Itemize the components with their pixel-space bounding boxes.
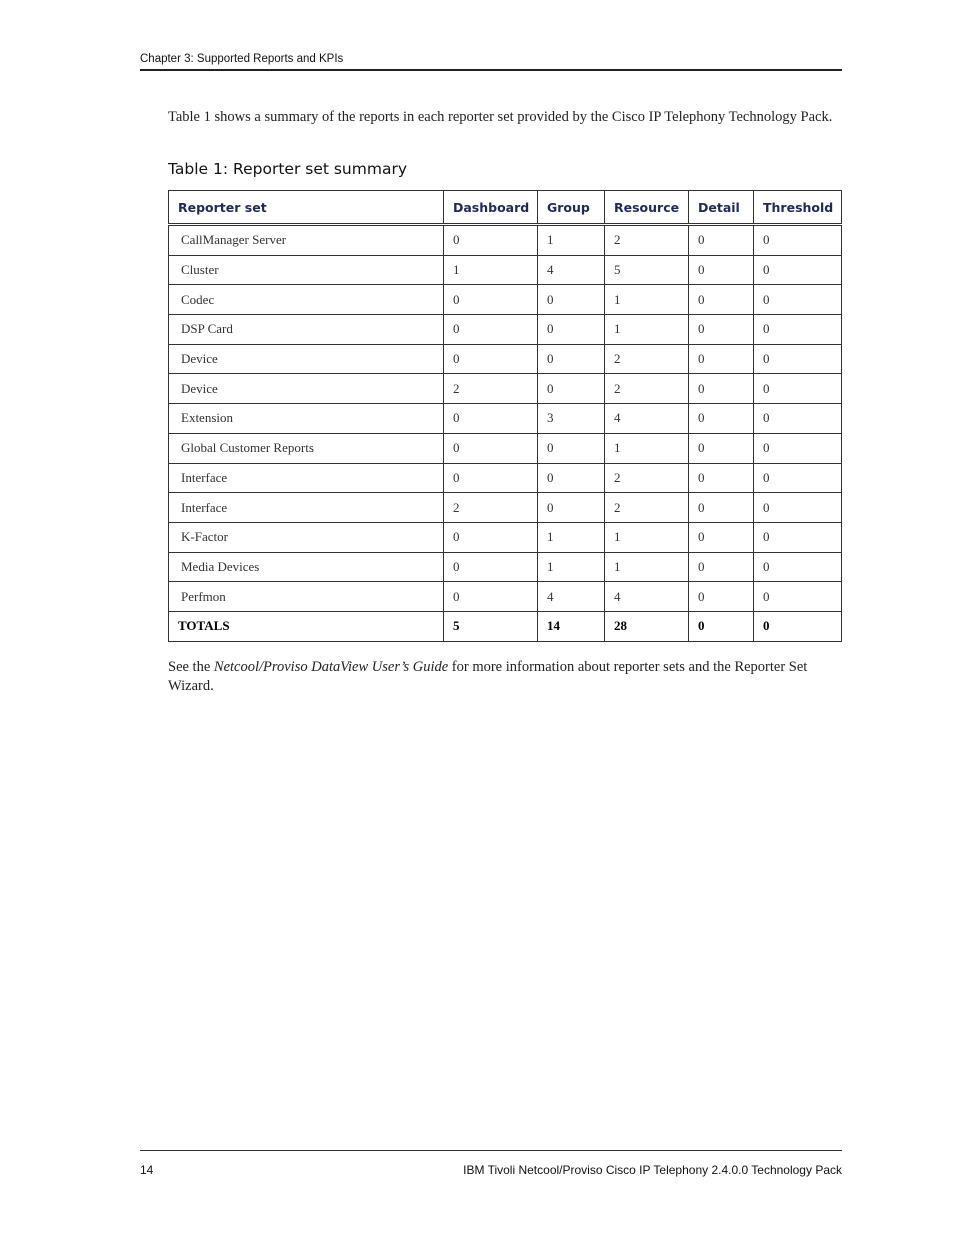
count-cell: 1 [538,522,605,552]
reporter-set-cell: CallManager Server [169,225,444,256]
table-row [169,374,842,404]
count-cell: 0 [754,552,842,582]
count-cell: 0 [444,404,538,434]
count-cell: 1 [605,315,689,345]
column-header: Group [538,191,605,225]
table-row [169,463,842,493]
count-cell: 0 [754,285,842,315]
count-cell: 0 [538,315,605,345]
count-cell: 0 [689,404,754,434]
count-cell: 0 [754,433,842,463]
total-cell: 0 [689,611,754,641]
count-cell: 1 [538,552,605,582]
count-cell: 0 [444,463,538,493]
count-cell: 0 [689,344,754,374]
count-cell: 1 [605,552,689,582]
column-header: Reporter set [169,191,444,225]
table-caption: Table 1: Reporter set summary [168,160,407,178]
reporter-set-cell: Interface [169,463,444,493]
count-cell: 4 [538,582,605,612]
total-cell: 28 [605,611,689,641]
count-cell: 0 [444,552,538,582]
closing-suffix: for more information about reporter sets and the Reporter Set Wizard. [168,659,808,694]
table-row [169,522,842,552]
reporter-set-cell: Perfmon [169,582,444,612]
count-cell: 0 [689,374,754,404]
count-cell: 0 [754,404,842,434]
count-cell: 0 [689,225,754,256]
count-cell: 0 [444,582,538,612]
table-row [169,582,842,612]
count-cell: 0 [538,463,605,493]
table-row [169,404,842,434]
table-body [169,225,842,642]
count-cell: 0 [689,552,754,582]
closing-prefix: See the [168,659,214,675]
reporter-set-cell: Extension [169,404,444,434]
count-cell: 0 [689,315,754,345]
count-cell: 0 [538,344,605,374]
count-cell: 2 [444,374,538,404]
total-cell: 0 [754,611,842,641]
total-cell: 14 [538,611,605,641]
count-cell: 0 [689,582,754,612]
count-cell: 0 [444,285,538,315]
count-cell: 0 [444,344,538,374]
count-cell: 2 [444,493,538,523]
count-cell: 0 [754,225,842,256]
count-cell: 0 [444,433,538,463]
count-cell: 0 [754,374,842,404]
count-cell: 0 [689,463,754,493]
column-header: Resource [605,191,689,225]
count-cell: 4 [538,255,605,285]
count-cell: 0 [689,433,754,463]
count-cell: 0 [689,285,754,315]
reporter-set-cell: K-Factor [169,522,444,552]
count-cell: 5 [605,255,689,285]
closing-paragraph [168,658,840,696]
reporter-set-cell: DSP Card [169,315,444,345]
reporter-set-cell: Device [169,374,444,404]
total-cell: 5 [444,611,538,641]
count-cell: 2 [605,225,689,256]
footer-rule [140,1150,842,1151]
column-header: Threshold [754,191,842,225]
header-rule [140,69,842,71]
count-cell: 0 [689,522,754,552]
count-cell: 0 [754,315,842,345]
running-header: Chapter 3: Supported Reports and KPIs [140,53,344,65]
count-cell: 2 [605,493,689,523]
reporter-set-table [168,190,842,642]
count-cell: 0 [689,255,754,285]
column-header: Detail [689,191,754,225]
count-cell: 0 [538,493,605,523]
table-row [169,433,842,463]
count-cell: 0 [754,463,842,493]
totals-row [169,611,842,641]
count-cell: 0 [444,315,538,345]
column-header: Dashboard [444,191,538,225]
table-row [169,493,842,523]
count-cell: 4 [605,404,689,434]
count-cell: 0 [444,522,538,552]
reporter-set-cell: Interface [169,493,444,523]
count-cell: 0 [754,582,842,612]
reporter-set-cell: Codec [169,285,444,315]
count-cell: 0 [538,374,605,404]
count-cell: 1 [605,285,689,315]
count-cell: 3 [538,404,605,434]
page-number: 14 [140,1163,154,1177]
count-cell: 0 [538,433,605,463]
reporter-set-cell: Global Customer Reports [169,433,444,463]
table-header-row [169,191,842,225]
count-cell: 2 [605,344,689,374]
table-row [169,315,842,345]
table-row [169,552,842,582]
count-cell: 2 [605,374,689,404]
count-cell: 0 [444,225,538,256]
count-cell: 0 [538,285,605,315]
totals-label: TOTALS [169,611,444,641]
count-cell: 0 [754,344,842,374]
count-cell: 2 [605,463,689,493]
reporter-set-cell: Media Devices [169,552,444,582]
count-cell: 4 [605,582,689,612]
count-cell: 0 [754,255,842,285]
table-row [169,344,842,374]
intro-paragraph: Table 1 shows a summary of the reports in each reporter set provided by the Cisco IP Telephony Technology Pack. [168,109,833,125]
footer-doc-title: IBM Tivoli Netcool/Proviso Cisco IP Telephony 2.4.0.0 Technology Pack [463,1163,842,1177]
count-cell: 0 [754,493,842,523]
reporter-set-cell: Cluster [169,255,444,285]
count-cell: 0 [754,522,842,552]
reporter-set-cell: Device [169,344,444,374]
count-cell: 1 [538,225,605,256]
guide-title: Netcool/Proviso DataView User’s Guide [213,659,449,675]
count-cell: 0 [689,493,754,523]
table-row [169,255,842,285]
table-row [169,285,842,315]
count-cell: 1 [605,433,689,463]
table-row [169,225,842,256]
count-cell: 1 [605,522,689,552]
count-cell: 1 [444,255,538,285]
